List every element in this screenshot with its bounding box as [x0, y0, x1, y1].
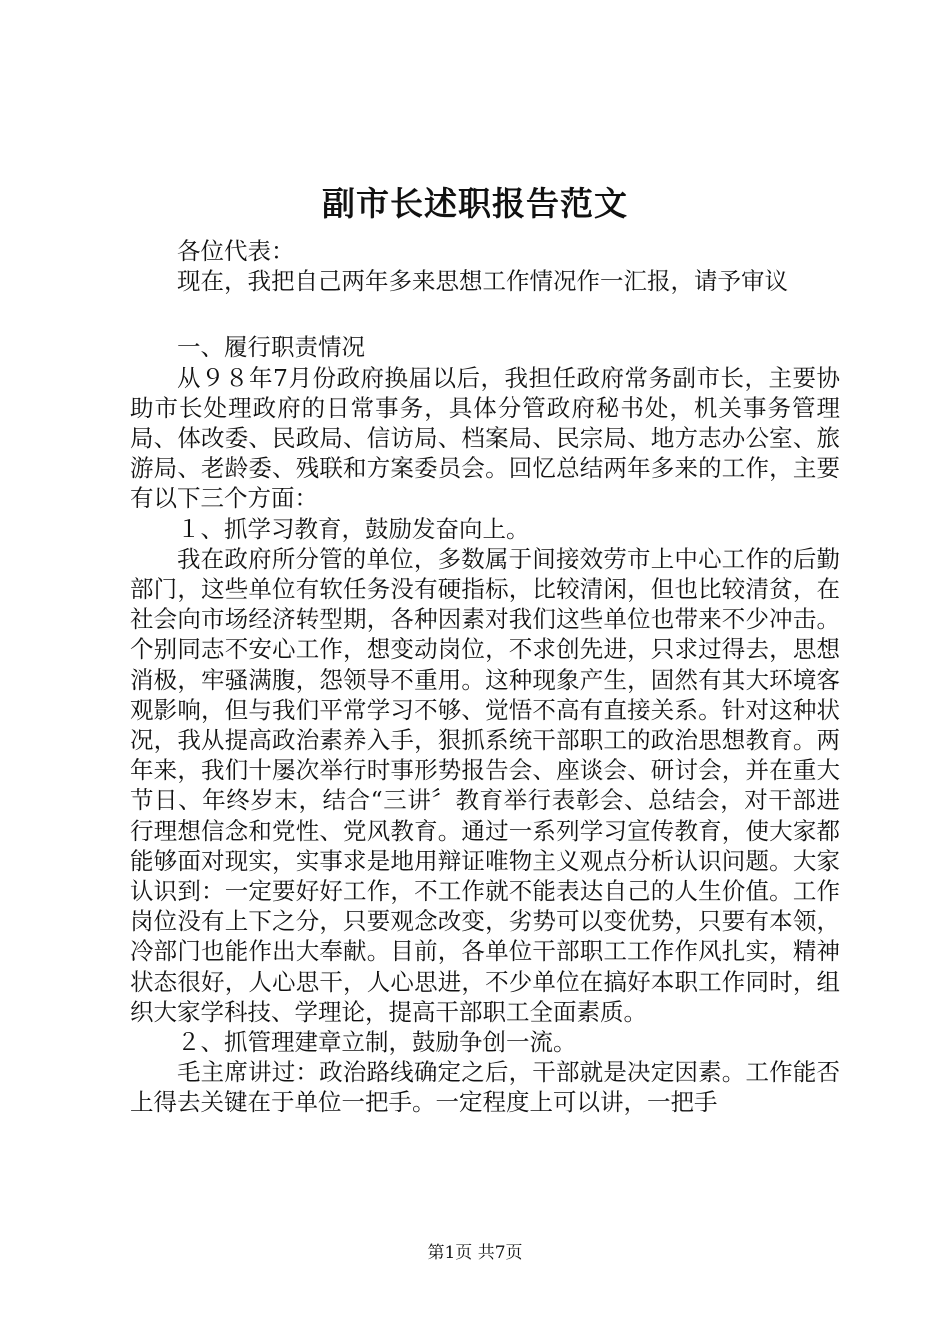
section-1-paragraph: 从９８年7月份政府换届以后，我担任政府常务副市长，主要协助市长处理政府的日常事务，具体分管政府秘书处，机关事务管理局、体改委、民政局、信访局、档案局、民宗局、地方志办公室、旅游局、老龄委、残联和方案委员会。回忆总结两年多来的工作，主要有以下三个方面： — [130, 363, 840, 513]
item-1-heading: １、抓学习教育，鼓励发奋向上。 — [177, 514, 530, 543]
section-heading-1: 一、履行职责情况 — [177, 333, 365, 362]
page-indicator: 第1页 共7页 — [427, 1243, 523, 1263]
paragraph-gap — [130, 296, 840, 332]
document-title: 副市长述职报告范文 — [322, 184, 628, 223]
document-body — [130, 236, 840, 1118]
item-2-paragraph: 毛主席讲过：政治路线确定之后，干部就是决定因素。工作能否上得去关键在于单位一把手。一定程度上可以讲，一把手 — [130, 1058, 840, 1117]
item-2-heading: ２、抓管理建章立制，鼓励争创一流。 — [177, 1028, 577, 1057]
intro-paragraph: 现在，我把自己两年多来思想工作情况作一汇报，请予审议 — [177, 267, 788, 296]
item-1-paragraph: 我在政府所分管的单位，多数属于间接效劳市上中心工作的后勤部门，这些单位有软任务没有硬指标，比较清闲，但也比较清贫，在社会向市场经济转型期，各种因素对我们这些单位也带来不少冲击。个别同志不安心工作，想变动岗位，不求创先进，只求过得去，思想消极，牢骚满腹，怨领导不重用。这种现象产生，固然有其大环境客观影响，但与我们平常学习不够、觉悟不高有直接关系。针对这种状况，我从提高政治素养入手，狠抓系统干部职工的政治思想教育。两年来，我们十屡次举行时事形势报告会、座谈会、研讨会，并在重大节日、年终岁末，结合“三讲〞教育举行表彰会、总结会，对干部进行理想信念和党性、党风教育。通过一系列学习宣传教育，使大家都能够面对现实，实事求是地用辩证唯物主义观点分析认识问题。大家认识到：一定要好好工作，不工作就不能表达自己的人生价值。工作岗位没有上下之分，只要观念改变，劣势可以变优势，只要有本领，冷部门也能作出大奉献。目前，各单位干部职工工作作风扎实，精神状态很好，人心思干，人心思进，不少单位在搞好本职工作同时，组织大家学科技、学理论，提高干部职工全面素质。 — [130, 544, 840, 1026]
salutation: 各位代表： — [177, 237, 295, 265]
